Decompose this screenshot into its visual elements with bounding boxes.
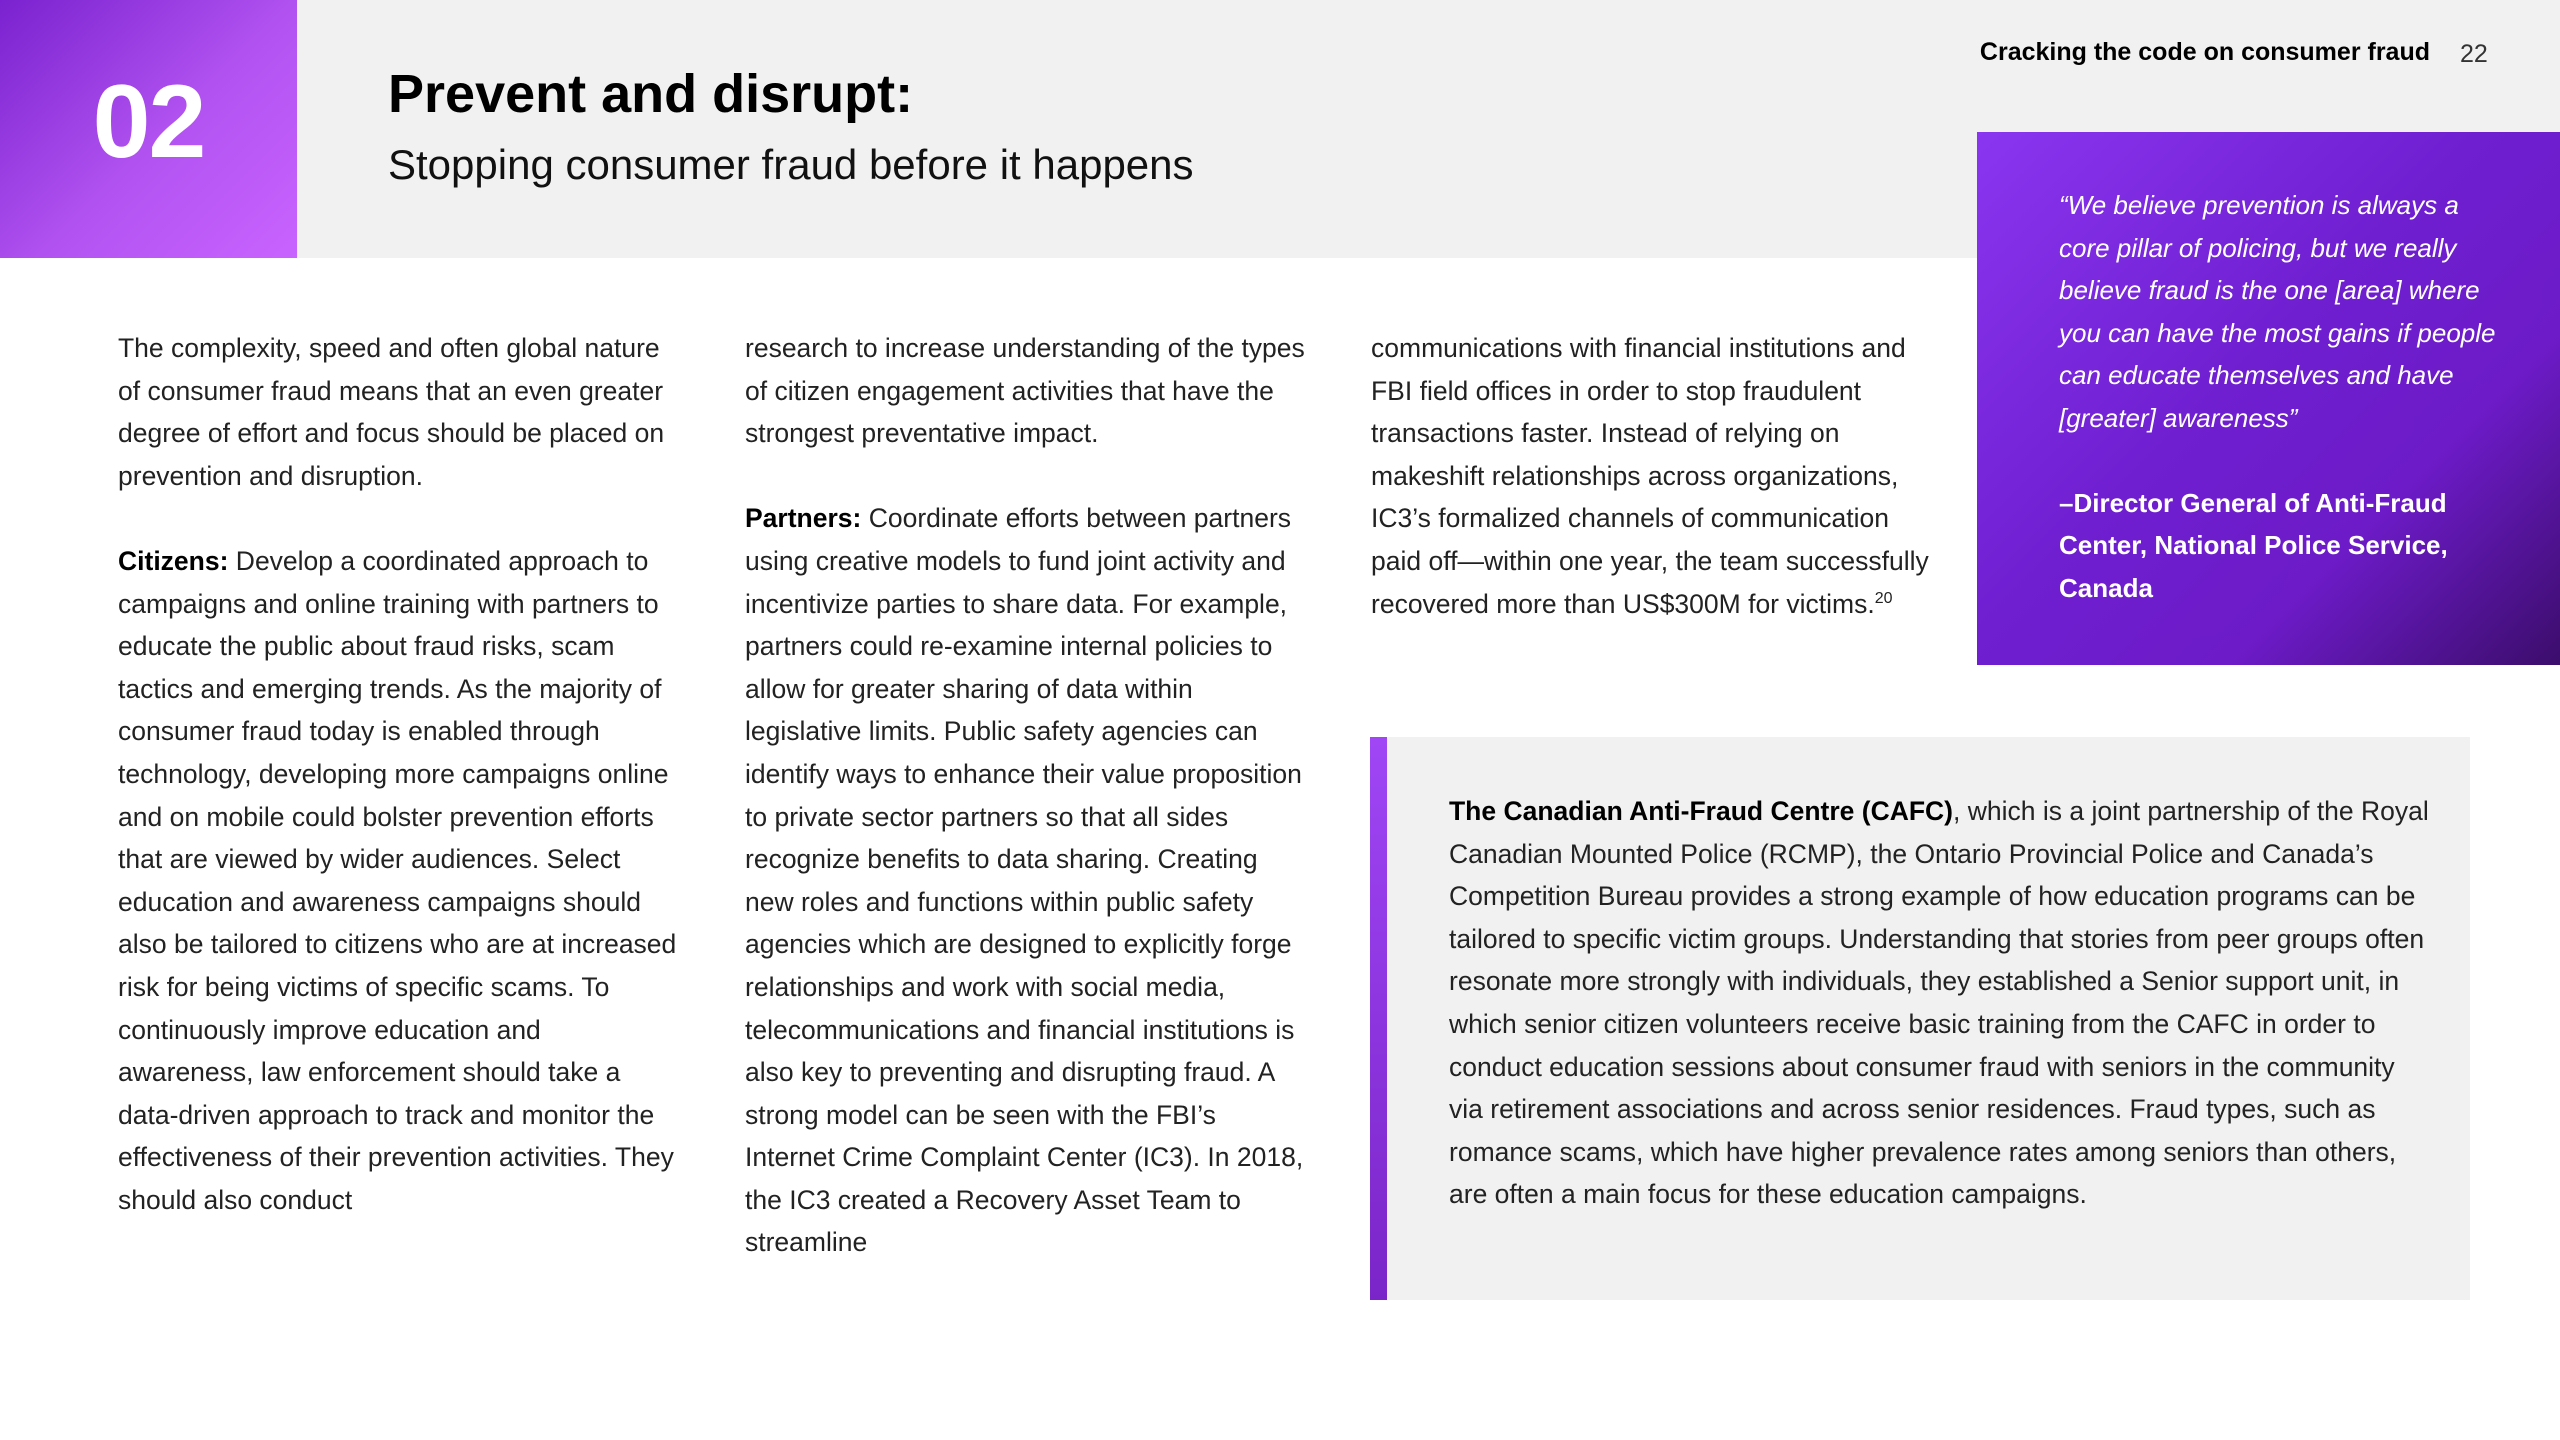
body-column-2 [745, 327, 1305, 1264]
body-column-3 [1371, 327, 1941, 625]
pull-quote-box [1977, 132, 2560, 665]
callout-accent-bar [1370, 737, 1387, 1300]
callout-body: , which is a joint partnership of the Royal Canadian Mounted Police (RCMP), the Ontario Provincial Police and Canada’s Competition Bureau provides a strong example of how education programs can be tailored to specific victim groups. Understanding that stories from peer groups often resonate more strongly with individuals, they established a Senior support unit, in which senior citizen volunteers receive basic training from the CAFC in order to conduct education sessions about consumer fraud with seniors in the community via retirement associations and across senior residences. Fraud types, such as romance scams, which have higher prevalence rates among seniors than others, are often a main focus for these education campaigns. [1449, 796, 2429, 1210]
footnote-reference: 20 [1874, 589, 1893, 607]
section-number: 02 [92, 64, 205, 180]
citizens-label: Citizens: [118, 545, 229, 576]
cafc-callout-box [1370, 737, 2470, 1300]
partners-paragraph [745, 497, 1305, 1264]
partners-label: Partners: [745, 503, 862, 534]
pull-quote-text: “We believe prevention is always a core pillar of policing, but we really believe fraud is the one [area] where you can have the most gains if people can educate themselves and have [greater] awareness” [2059, 190, 2496, 433]
intro-paragraph: The complexity, speed and often global nature of consumer fraud means that an even greater degree of effort and focus should be placed on prevention and disruption. [118, 333, 665, 491]
callout-lead: The Canadian Anti-Fraud Centre (CAFC) [1449, 796, 1953, 826]
page-number: 22 [2460, 40, 2488, 68]
ic3-paragraph [1371, 327, 1941, 625]
body-column-1 [118, 327, 678, 1221]
page-title: Prevent and disrupt: [388, 64, 914, 124]
pull-quote-attribution: –Director General of Anti-Fraud Center, National Police Service, Canada [2059, 487, 2448, 603]
partners-text: Coordinate efforts between partners using creative models to fund joint activity and incentivize parties to share data. For example, partners could re-examine internal policies to allow for greater sharing of data within legislative limits. Public safety agencies can identify ways to enhance their value proposition to private sector partners so that all sides recognize benefits to data sharing. Creating new roles and functions within public safety agencies which are designed to explicitly forge relationships and work with social media, telecommunications and financial institutions is also key to preventing and disrupting fraud. A strong model can be seen with the FBI’s Internet Crime Complaint Center (IC3). In 2018, the IC3 created a Recovery Asset Team to streamline [745, 503, 1304, 1258]
citizens-paragraph [118, 540, 678, 1222]
section-number-block [0, 0, 297, 258]
callout-paragraph [1449, 790, 2429, 1216]
citizens-text: Develop a coordinated approach to campaigns and online training with partners to educate the public about fraud risks, scam tactics and emerging trends. As the majority of consumer fraud today is enabled through technology, developing more campaigns online and on mobile could bolster prevention efforts that are viewed by wider audiences. Select education and awareness campaigns should also be tailored to citizens who are at increased risk for being victims of specific scams. To continuously improve education and awareness, law enforcement should take a data-driven approach to track and monitor the effectiveness of their prevention activities. They should also conduct [118, 545, 677, 1215]
ic3-text: communications with financial institutions and FBI field offices in order to stop fraudulent transactions faster. Instead of relying on makeshift relationships across organizations, IC3’s formalized channels of communication paid off—within one year, the team successfully recovered more than US$300M for victims. [1371, 333, 1929, 619]
page-subtitle: Stopping consumer fraud before it happens [388, 141, 1194, 188]
running-header-title: Cracking the code on consumer fraud [1979, 38, 2430, 66]
research-paragraph: research to increase understanding of the types of citizen engagement activities that have the strongest preventative impact. [745, 333, 1305, 449]
